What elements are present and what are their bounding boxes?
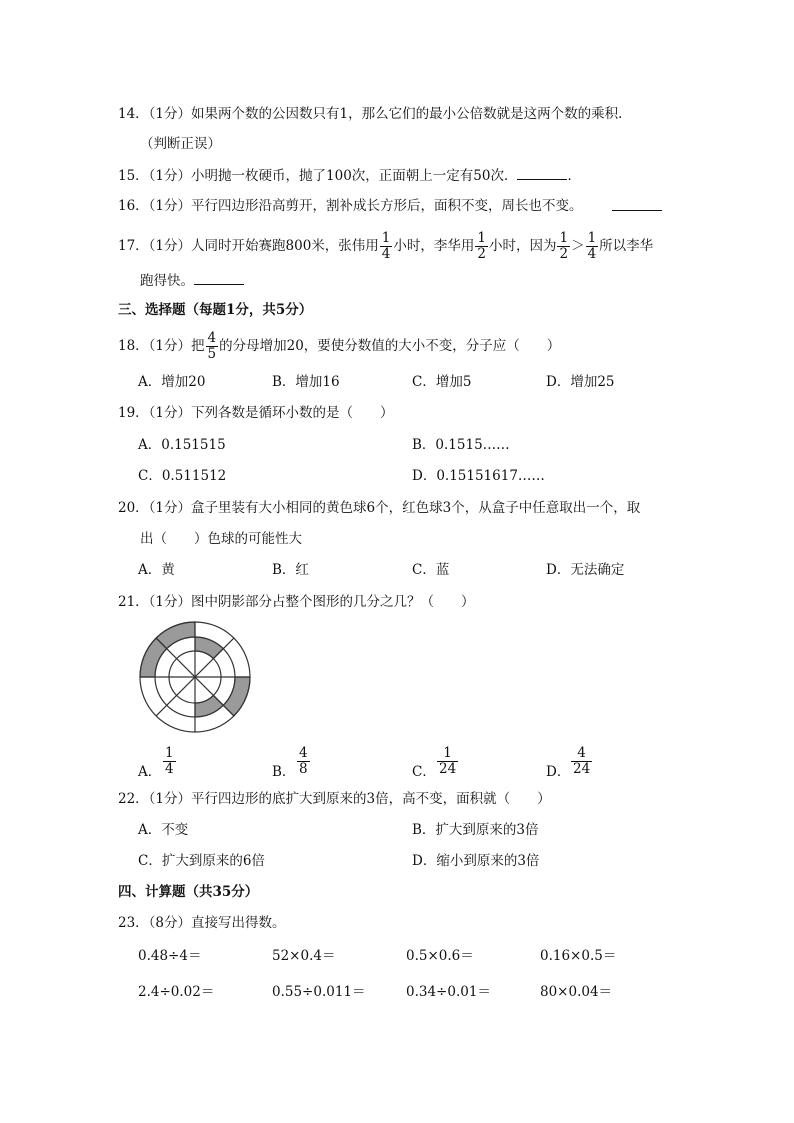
q20-text: 20．（1分）盒子里装有大小相同的黄色球6个，红色球3个，从盒子中任意取出一个，取 [118,500,641,516]
q18-option-a[interactable]: A．增加20 [138,374,206,390]
q20-option-a[interactable]: A．黄 [138,562,175,578]
q21-text: 21．（1分）图中阴影部分占整个图形的几分之几？（ ） [118,594,475,610]
option-fraction [163,746,176,777]
option-fraction [571,746,592,777]
denominator: 24 [439,761,457,777]
q17-fraction-3 [557,231,570,262]
q18-fraction [206,331,219,362]
denominator: 2 [477,246,486,262]
section-3-title: 三、选择题（每题1分，共5分） [118,302,313,318]
q22-option-d[interactable]: D．缩小到原来的3倍 [412,853,540,869]
numerator: 4 [571,746,592,762]
q23-text: 23．（8分）直接写出得数。 [118,915,286,931]
q16-answer-blank[interactable] [612,196,662,211]
q17-d: 所以李华 [599,238,654,254]
q19-text: 19．（1分）下列各数是循环小数的是（ ） [118,405,394,421]
q17 [118,228,653,264]
q20-tail: 出（ ）色球的可能性大 [140,531,302,547]
q17-fraction-4 [586,231,599,262]
calc-item: 0.34÷0.01＝ [406,984,491,1000]
option-fraction [437,746,458,777]
q17-fraction-2 [475,231,488,262]
q20-option-d[interactable]: D．无法确定 [546,562,625,578]
q17-answer-blank[interactable] [194,270,244,285]
calc-item: 0.5×0.6＝ [406,948,474,964]
numerator: 1 [381,230,391,246]
option-label: C． [412,764,436,780]
q19-option-b[interactable]: B．0.1515…… [412,437,510,453]
q15-text: 15．（1分）小明抛一枚硬币，抛了100次，正面朝上一定有50次． [118,168,518,184]
denominator: 2 [559,246,569,262]
q16 [118,196,583,216]
numerator: 4 [207,330,217,346]
q17-tail: 跑得快。 [140,273,194,289]
calc-item: 0.16×0.5＝ [540,948,617,964]
q18-b: 的分母增加20，要使分数值的大小不变，分子应（ ） [219,338,561,354]
q17-a: 17．（1分）人同时开始赛跑800米，张伟用 [118,238,379,254]
q17-c: 小时，因为 [488,238,557,254]
q22-option-c[interactable]: C．扩大到原来的6倍 [138,853,265,869]
q19-option-c[interactable]: C．0.511512 [138,468,227,484]
q15 [118,165,581,186]
numerator: 1 [587,230,597,246]
denominator: 4 [165,761,174,777]
calc-item: 0.55÷0.011＝ [272,984,366,1000]
q17-gt: ＞ [571,238,585,254]
numerator: 1 [165,745,174,761]
numerator: 1 [437,746,458,762]
q19-option-d[interactable]: D．0.15151617…… [412,468,545,484]
option-label: A． [138,764,162,780]
calc-item: 80×0.04＝ [540,984,613,1000]
denominator: 4 [381,246,391,262]
q19-option-a[interactable]: A．0.151515 [138,437,226,453]
q18-option-c[interactable]: C．增加5 [412,374,472,390]
q14-text: 14．（1分）如果两个数的公因数只有1，那么它们的最小公倍数就是这两个数的乘积． [118,106,632,122]
option-label: D． [546,764,571,780]
q17-b: 小时，李华用 [393,238,475,254]
q17-fraction-1 [380,231,393,262]
calc-item: 0.48÷4＝ [138,948,202,964]
circle-outlines [140,622,250,732]
q18-option-b[interactable]: B．增加16 [272,374,340,390]
denominator: 4 [587,246,597,262]
section-4-title: 四、计算题（共35分） [118,884,259,900]
q22-text: 22．（1分）平行四边形的底扩大到原来的3倍，高不变，面积就（ ） [118,791,551,807]
option-fraction [297,746,310,777]
q16-text: 16．（1分）平行四边形沿高剪开，割补成长方形后，面积不变，周长也不变。 [118,198,583,214]
q20-option-c[interactable]: C．蓝 [412,562,450,578]
q14-tail: （判断正误） [140,136,221,152]
q22-option-a[interactable]: A．不变 [138,822,189,838]
q22-option-b[interactable]: B．扩大到原来的3倍 [412,822,539,838]
q18-a: 18．（1分）把 [118,338,205,354]
shaded-circle-figure [136,618,254,736]
q15-end: ． [567,168,581,184]
denominator: 5 [207,346,217,362]
calc-item: 52×0.4＝ [272,948,336,964]
q17-tail-line [140,270,244,291]
q20-option-b[interactable]: B．红 [272,562,309,578]
numerator: 4 [299,745,308,761]
q18-option-d[interactable]: D．增加25 [546,374,615,390]
numerator: 1 [559,230,569,246]
q15-answer-blank[interactable] [517,165,567,180]
numerator: 1 [477,230,486,246]
q18 [118,328,560,364]
calc-item: 2.4÷0.02＝ [138,984,215,1000]
option-label: B． [272,764,296,780]
denominator: 24 [573,761,591,777]
denominator: 8 [299,761,308,777]
